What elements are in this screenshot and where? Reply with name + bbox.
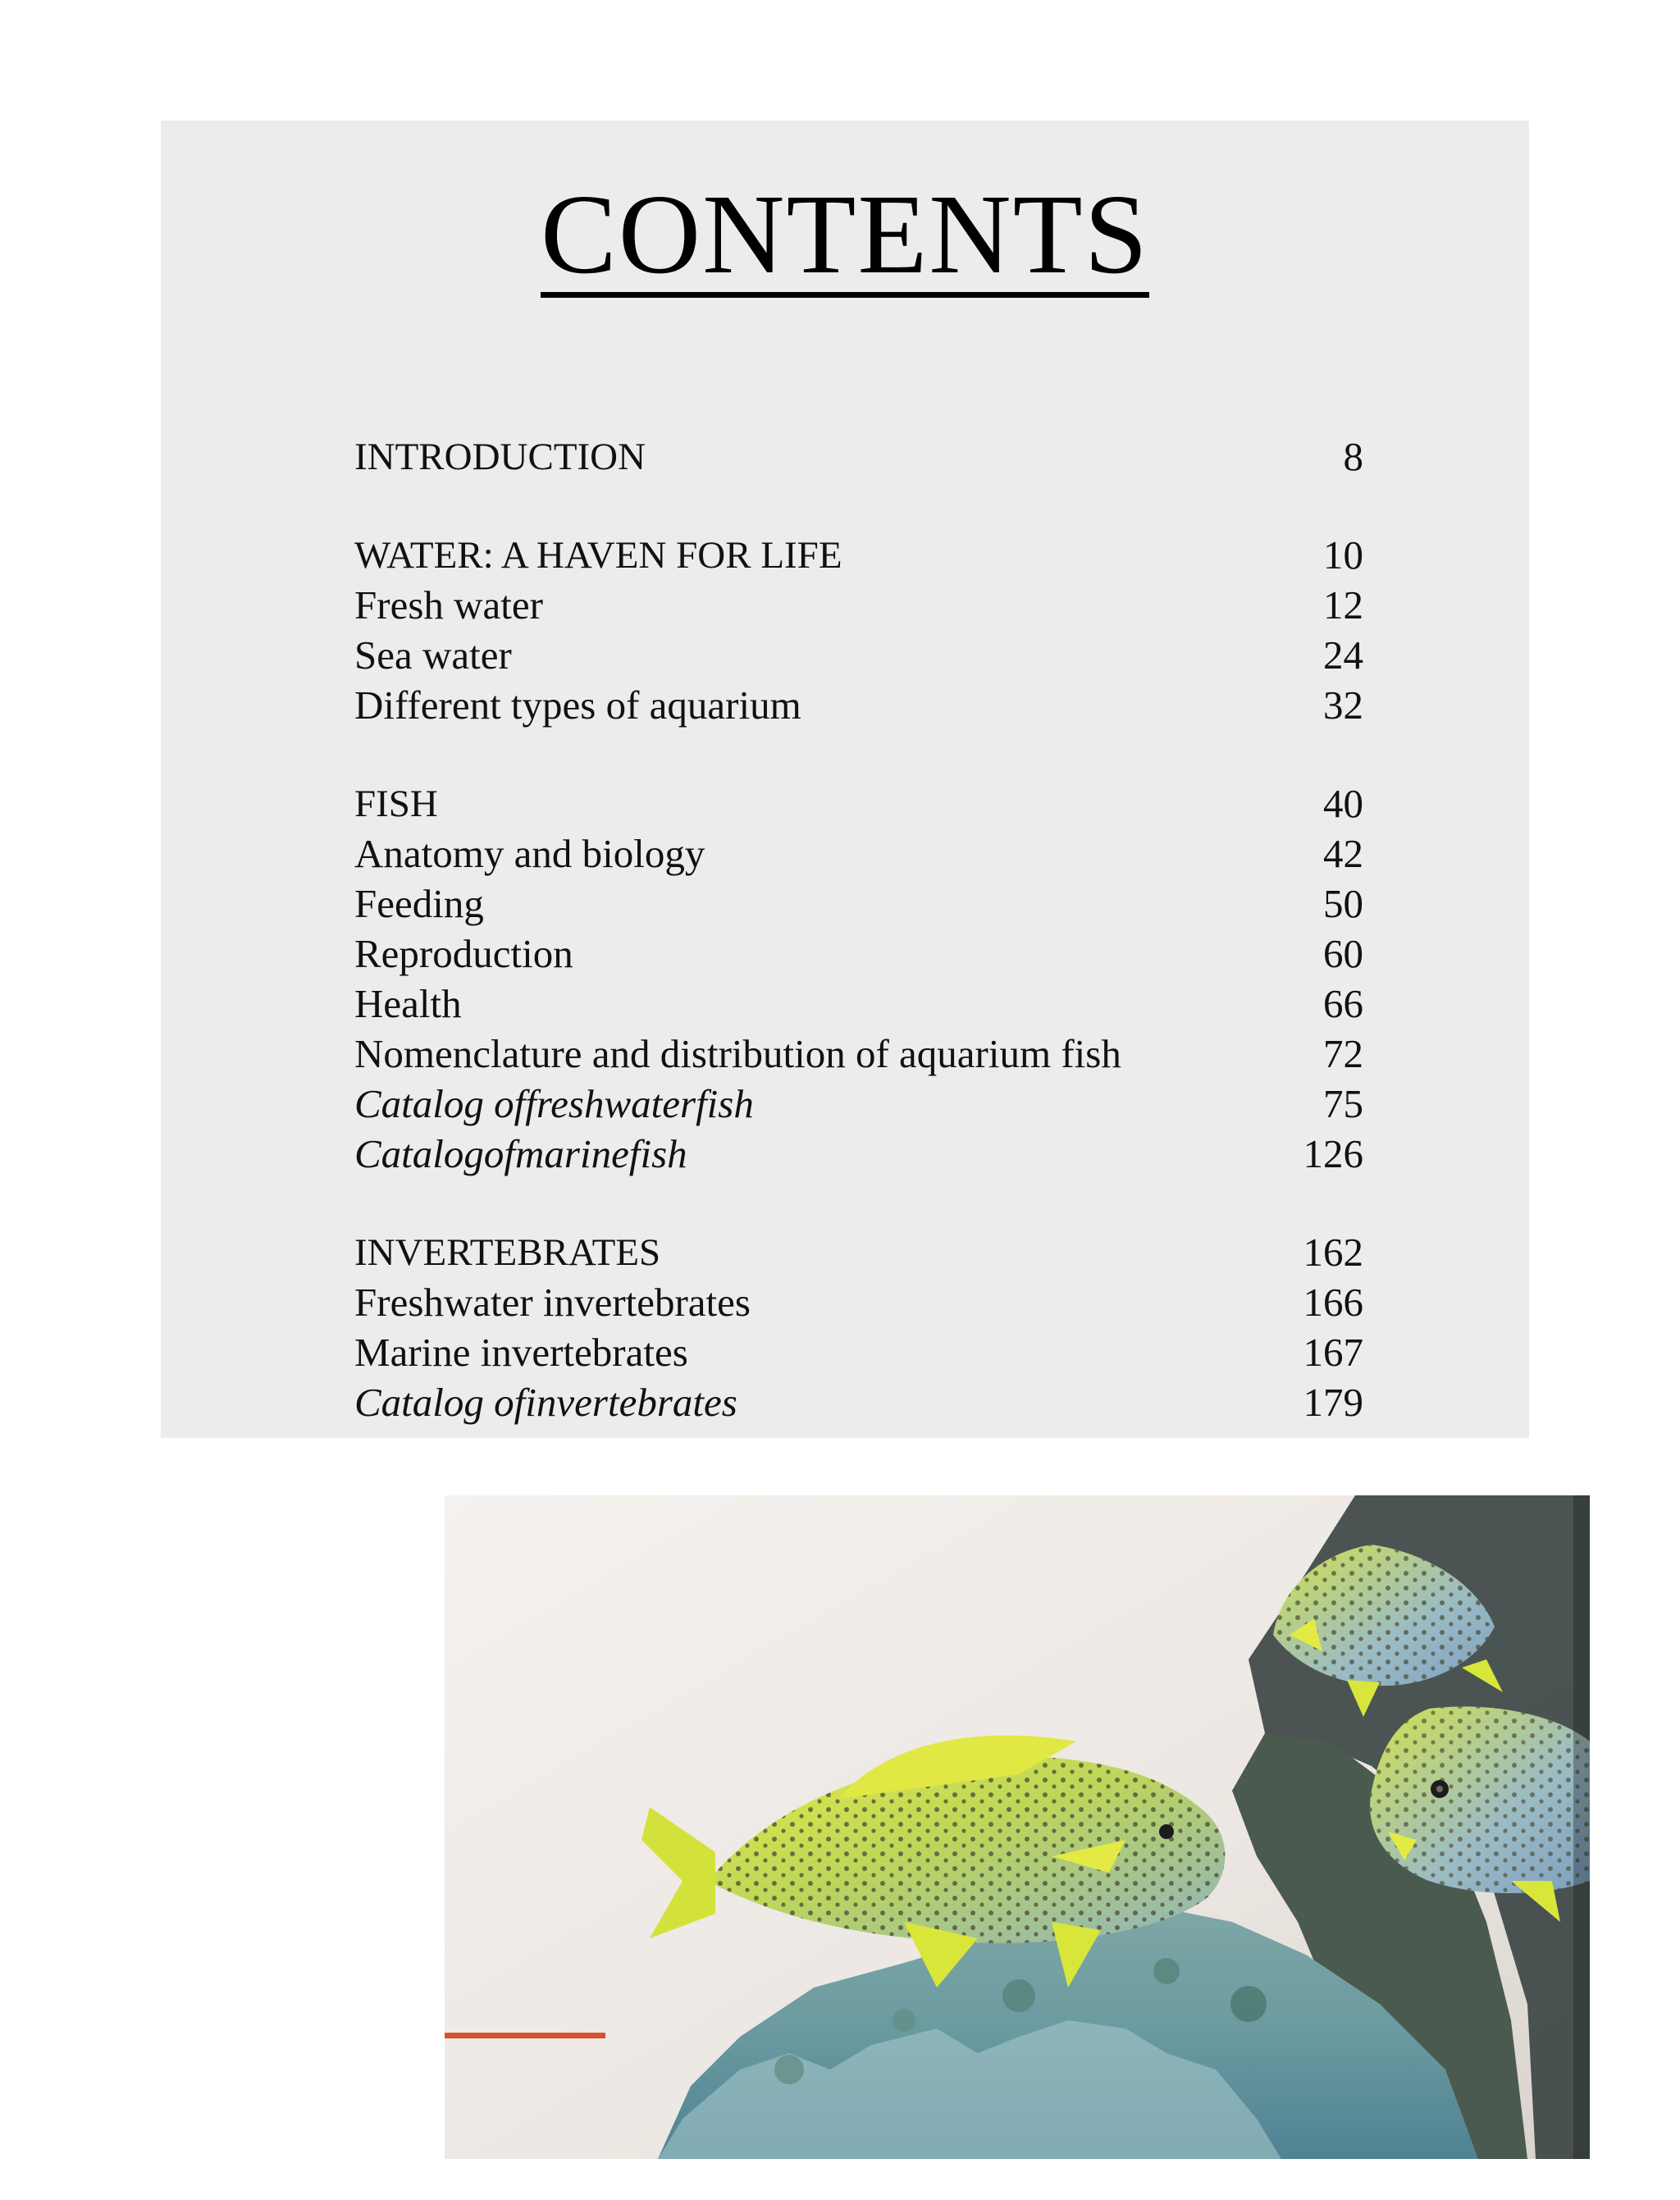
toc-entry-page: 167 <box>1303 1330 1363 1375</box>
toc-entry <box>354 1278 1363 1327</box>
toc-entry <box>354 1029 1363 1079</box>
toc-entry-label: Health <box>354 981 462 1026</box>
toc-entry-label: Reproduction <box>354 931 573 976</box>
toc-entry-label: Fresh water <box>354 582 543 628</box>
toc-entry-label: Different types of aquarium <box>354 682 801 728</box>
toc-entry <box>354 879 1363 929</box>
toc-entry-label: INTRODUCTION <box>354 436 646 478</box>
toc-entry-page: 60 <box>1323 931 1363 976</box>
toc-entry-page: 10 <box>1323 532 1363 577</box>
page-title <box>161 171 1529 298</box>
toc-entry-label: Catalog offreshwaterfish <box>354 1081 754 1126</box>
toc-entry <box>354 631 1363 680</box>
toc-entry-label: Freshwater invertebrates <box>354 1280 751 1325</box>
toc-entry-label: WATER: A HAVEN FOR LIFE <box>354 534 842 577</box>
toc-entry-page: 179 <box>1303 1380 1363 1425</box>
toc-entry-page: 12 <box>1323 582 1363 628</box>
toc-entry <box>354 432 1363 482</box>
toc-entry-label: Catalogofmarinefish <box>354 1131 687 1176</box>
toc-entry <box>354 1079 1363 1129</box>
toc-entry-page: 166 <box>1303 1280 1363 1325</box>
toc-entry-page: 66 <box>1323 981 1363 1026</box>
toc-entry <box>354 1378 1363 1427</box>
toc-entry-page: 8 <box>1343 434 1363 479</box>
toc-entry-page: 126 <box>1303 1131 1363 1176</box>
toc-entry-label: FISH <box>354 783 438 825</box>
toc-entry-page: 75 <box>1323 1081 1363 1126</box>
fish-photo-illustration <box>445 1495 1590 2159</box>
toc-entry <box>354 581 1363 630</box>
toc-entry-page: 24 <box>1323 632 1363 678</box>
toc-entry <box>354 779 1363 828</box>
toc-entry-label: Sea water <box>354 632 512 678</box>
toc-entry-label: INVERTEBRATES <box>354 1231 661 1274</box>
toc-entry <box>354 1228 1363 1277</box>
toc-entry-page: 50 <box>1323 881 1363 926</box>
accent-line <box>445 2033 605 2038</box>
toc-entry <box>354 1328 1363 1377</box>
toc-entry-page: 32 <box>1323 682 1363 728</box>
page-title-text: CONTENTS <box>541 171 1149 298</box>
toc-entry-label: Feeding <box>354 881 484 926</box>
toc-entry <box>354 829 1363 879</box>
toc-entry-page: 42 <box>1323 831 1363 876</box>
toc-entry-page: 72 <box>1323 1031 1363 1076</box>
toc-entry-label: Anatomy and biology <box>354 831 705 876</box>
toc-entry-page: 162 <box>1303 1230 1363 1275</box>
toc-entry <box>354 929 1363 979</box>
contents-panel <box>161 121 1529 1438</box>
toc-entry-page: 40 <box>1323 781 1363 826</box>
toc-entry <box>354 1130 1363 1179</box>
fish-photo <box>445 1495 1590 2159</box>
toc-entry <box>354 681 1363 730</box>
toc-entry-label: Marine invertebrates <box>354 1330 688 1375</box>
toc-entry-label: Nomenclature and distribution of aquarium fish <box>354 1031 1121 1076</box>
toc-entry <box>354 531 1363 580</box>
toc-entry <box>354 979 1363 1029</box>
toc-entry-label: Catalog ofinvertebrates <box>354 1380 737 1425</box>
